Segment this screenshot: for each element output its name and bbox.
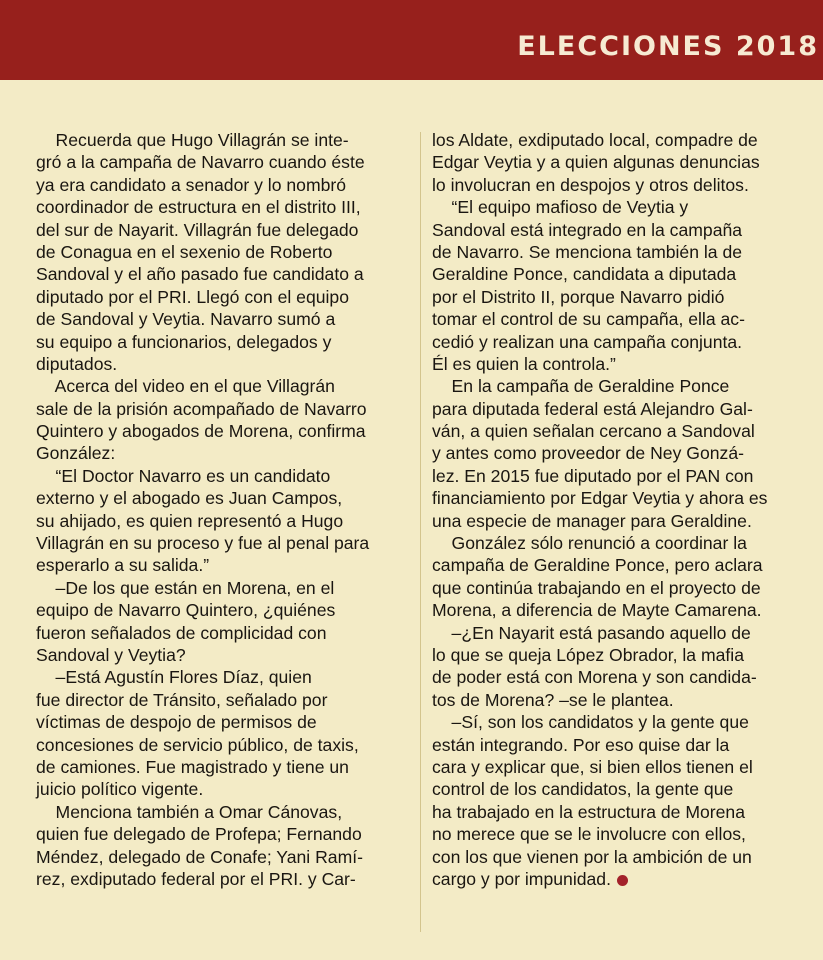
article-text-line: externo y el abogado es Juan Campos,	[36, 488, 343, 509]
article-text-line: y antes como proveedor de Ney Gonzá-	[432, 443, 744, 464]
article-text-line: para diputada federal está Alejandro Gal-	[432, 398, 753, 419]
article-text-line: tos de Morena? –se le plantea.	[432, 689, 674, 710]
article-text-line: de Conagua en el sexenio de Roberto	[36, 241, 333, 262]
article-text-line: “El Doctor Navarro es un candidato	[36, 465, 331, 486]
article-text-line: víctimas de despojo de permisos de	[36, 712, 317, 733]
article-text-line: sale de la prisión acompañado de Navarro	[36, 398, 367, 419]
article-text-line: –¿En Nayarit está pasando aquello de	[432, 622, 751, 643]
article-text-line: Sandoval y el año pasado fue candidato a	[36, 264, 364, 285]
article-text-line: fue director de Tránsito, señalado por	[36, 689, 328, 710]
article-text-line: cedió y realizan una campaña conjunta.	[432, 331, 743, 352]
article-text-line: ya era candidato a senador y lo nombró	[36, 174, 347, 195]
article-text-line: “El equipo mafioso de Veytia y	[432, 197, 689, 218]
article-text-line: lo involucran en despojos y otros delitos.	[432, 174, 749, 195]
article-text-line: rez, exdiputado federal por el PRI. y Car-	[36, 868, 356, 889]
article-text-line: de Navarro. Se menciona también la de	[432, 241, 743, 262]
article-text-line: una especie de manager para Geraldine.	[432, 510, 752, 531]
article-text-line: su equipo a funcionarios, delegados y	[36, 331, 332, 352]
article-text-line: que continúa trabajando en el proyecto de	[432, 577, 761, 598]
article-text-line: Sandoval y Veytia?	[36, 644, 186, 665]
article-text-line: los Aldate, exdiputado local, compadre de	[432, 130, 758, 150]
article-text-line: coordinador de estructura en el distrito III,	[36, 197, 361, 218]
article-text-line: ha trabajado en la estructura de Morena	[432, 801, 745, 822]
article-text-line: control de los candidatos, la gente que	[432, 779, 734, 800]
article-text-line: Acerca del video en el que Villagrán	[36, 376, 335, 397]
article-text-line: Edgar Veytia y a quien algunas denuncias	[432, 152, 760, 173]
article-text-line: concesiones de servicio público, de taxis,	[36, 734, 359, 755]
section-header-band	[0, 0, 823, 80]
article-text-line: juicio político vigente.	[36, 779, 204, 800]
article-text-line: cara y explicar que, si bien ellos tienen el	[432, 756, 753, 777]
article-text-line: González:	[36, 443, 116, 464]
article-column-right	[432, 129, 804, 890]
article-text-line: Geraldine Ponce, candidata a diputada	[432, 264, 737, 285]
article-text-line: cargo y por impunidad.	[432, 868, 804, 890]
article-text-line: –De los que están en Morena, en el	[36, 577, 335, 598]
article-text-line: esperarlo a su salida.”	[36, 555, 210, 576]
article-text-line: con los que vienen por la ambición de un	[432, 846, 752, 867]
article-text-line: campaña de Geraldine Ponce, pero aclara	[432, 555, 763, 576]
article-text-line: del sur de Nayarit. Villagrán fue delegado	[36, 219, 359, 240]
article-text-line: Recuerda que Hugo Villagrán se inte-	[36, 130, 349, 150]
section-title: ELECCIONES 2018	[517, 31, 819, 62]
article-text-line: ván, a quien señalan cercano a Sandoval	[432, 421, 755, 442]
article-text-line: tomar el control de su campaña, ella ac-	[432, 309, 745, 330]
article-text-line: equipo de Navarro Quintero, ¿quiénes	[36, 600, 336, 621]
article-column-left	[36, 129, 414, 890]
article-text-line: –Está Agustín Flores Díaz, quien	[36, 667, 312, 688]
article-text-line: Morena, a diferencia de Mayte Camarena.	[432, 600, 762, 621]
article-text-line: quien fue delegado de Profepa; Fernando	[36, 824, 362, 845]
article-text-line: lo que se queja López Obrador, la mafia	[432, 644, 745, 665]
article-text-line: Sandoval está integrado en la campaña	[432, 219, 743, 240]
article-text-line: están integrando. Por eso quise dar la	[432, 734, 730, 755]
article-text-line: diputado por el PRI. Llegó con el equipo	[36, 286, 350, 307]
article-text-line: de camiones. Fue magistrado y tiene un	[36, 756, 349, 777]
end-of-article-dot-icon	[617, 875, 628, 886]
column-divider	[420, 132, 421, 932]
article-text-line: por el Distrito II, porque Navarro pidió	[432, 286, 725, 307]
article-text-line: financiamiento por Edgar Veytia y ahora es	[432, 488, 768, 509]
article-text-line: no merece que se le involucre con ellos,	[432, 824, 746, 845]
article-text-line: de poder está con Morena y son candida-	[432, 667, 757, 688]
article-text-line: de Sandoval y Veytia. Navarro sumó a	[36, 309, 336, 330]
article-text-line: Méndez, delegado de Conafe; Yani Ramí-	[36, 846, 363, 867]
article-text-line: Villagrán en su proceso y fue al penal para	[36, 533, 370, 554]
article-text-line: gró a la campaña de Navarro cuando éste	[36, 152, 365, 173]
article-text-line: En la campaña de Geraldine Ponce	[432, 376, 730, 397]
article-text-line: diputados.	[36, 353, 118, 374]
article-text-line: Menciona también a Omar Cánovas,	[36, 801, 343, 822]
article-text-line: fueron señalados de complicidad con	[36, 622, 327, 643]
article-text-line: Quintero y abogados de Morena, confirma	[36, 421, 366, 442]
article-text-line: su ahijado, es quien representó a Hugo	[36, 510, 344, 531]
article-text-line: González sólo renunció a coordinar la	[432, 533, 747, 554]
article-text-line: –Sí, son los candidatos y la gente que	[432, 712, 749, 733]
article-text-line: Él es quien la controla.”	[432, 353, 616, 374]
article-text-line: lez. En 2015 fue diputado por el PAN con	[432, 465, 754, 486]
